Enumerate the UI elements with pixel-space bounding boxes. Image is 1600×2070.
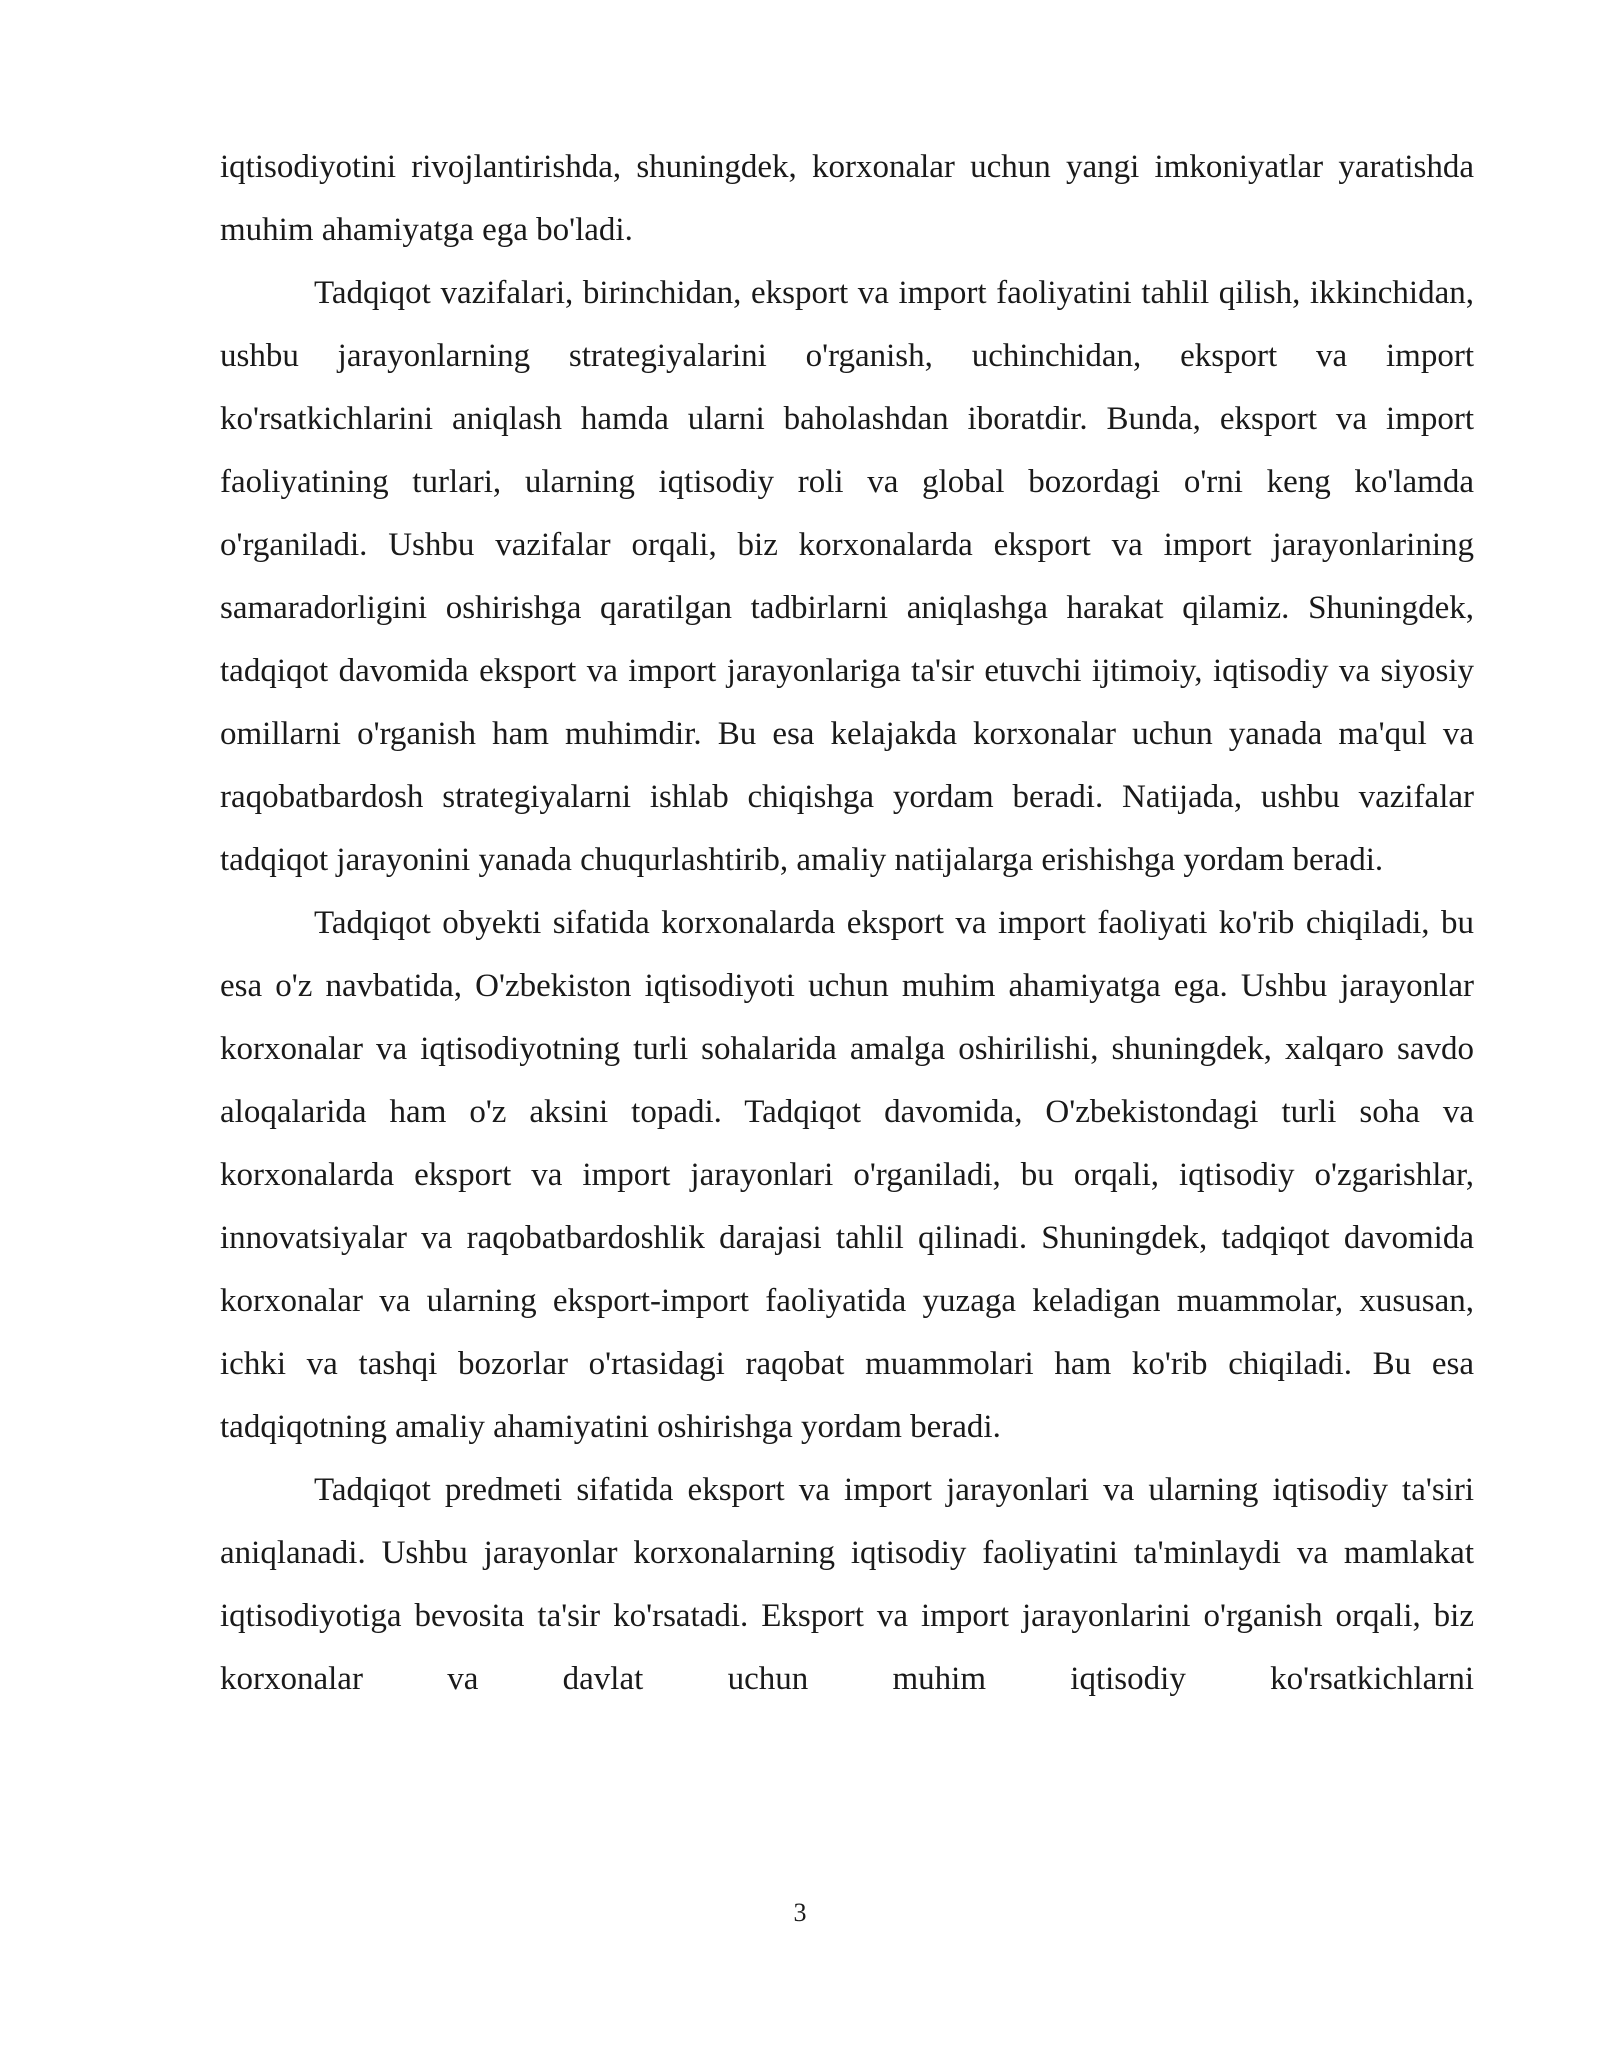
paragraph-research-object: Tadqiqot obyekti sifatida korxonalarda eksport va import faoliyati ko'rib chiqiladi, bu esa o'z navbatida, O'zbekiston iqtisodiyoti uchun muhim ahamiyatga ega. Ushbu jarayonlar korxonalar va iqtisodiyotning turli sohalarida amalga oshirilishi, shuningdek, xalqaro savdo aloqalarida ham o'z aksini topadi. Tadqiqot davomida, O'zbekistondagi turli soha va korxonalarda eksport va import jarayonlari o'rganiladi, bu orqali, iqtisodiy o'zgarishlar, innovatsiyalar va raqobatbardoshlik darajasi tahlil qilinadi. Shuningdek, tadqiqot davomida korxonalar va ularning eksport-import faoliyatida yuzaga keladigan muammolar, xususan, ichki va tashqi bozorlar o'rtasidagi raqobat muammolari ham ko'rib chiqiladi. Bu esa tadqiqotning amaliy ahamiyatini oshirishga yordam beradi.	[220, 905, 1474, 1445]
page-number: 3	[793, 1898, 807, 1927]
paragraph-continuation: iqtisodiyotini rivojlantirishda, shuningdek, korxonalar uchun yangi imkoniyatlar yaratishda muhim ahamiyatga ega bo'ladi.	[220, 149, 1474, 248]
paragraph-research-tasks: Tadqiqot vazifalari, birinchidan, eksport va import faoliyatini tahlil qilish, ikkinchidan, ushbu jarayonlarning strategiyalarini o'rganish, uchinchidan, eksport va import ko'rsatkichlarini aniqlash hamda ularni baholashdan iboratdir. Bunda, eksport va import faoliyatining turlari, ularning iqtisodiy roli va global bozordagi o'rni keng ko'lamda o'rganiladi. Ushbu vazifalar orqali, biz korxonalarda eksport va import jarayonlarining samaradorligini oshirishga qaratilgan tadbirlarni aniqlashga harakat qilamiz. Shuningdek, tadqiqot davomida eksport va import jarayonlariga ta'sir etuvchi ijtimoiy, iqtisodiy va siyosiy omillarni o'rganish ham muhimdir. Bu esa kelajakda korxonalar uchun yanada ma'qul va raqobatbardosh strategiyalarni ishlab chiqishga yordam beradi. Natijada, ushbu vazifalar tadqiqot jarayonini yanada chuqurlashtirib, amaliy natijalarga erishishga yordam beradi.	[220, 275, 1474, 878]
body-text	[220, 136, 1474, 1711]
paragraph-research-subject: Tadqiqot predmeti sifatida eksport va import jarayonlari va ularning iqtisodiy ta'siri aniqlanadi. Ushbu jarayonlar korxonalarning iqtisodiy faoliyatini ta'minlaydi va mamlakat iqtisodiyotiga bevosita ta'sir ko'rsatadi. Eksport va import jarayonlarini o'rganish orqali, biz korxonalar va davlat uchun muhim iqtisodiy ko'rsatkichlarni	[220, 1472, 1474, 1697]
